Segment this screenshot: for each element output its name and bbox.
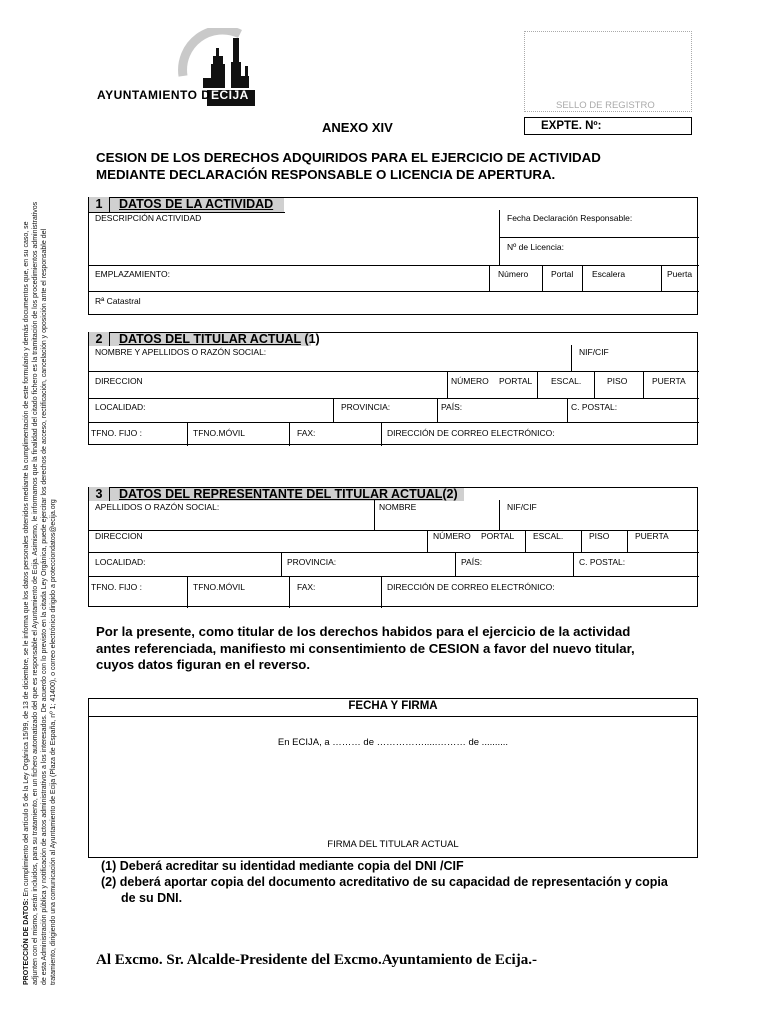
holder-fax-field[interactable]: FAX:	[297, 428, 316, 438]
door-field[interactable]: Puerta	[667, 269, 693, 279]
rep-province-field[interactable]: PROVINCIA:	[287, 557, 337, 567]
section-representative	[88, 487, 698, 607]
section-title-text: DATOS DEL REPRESENTANTE DEL TITULAR ACTUAL	[119, 487, 443, 501]
holder-staircase-field[interactable]: ESCAL.	[551, 376, 582, 386]
rep-city-field[interactable]: LOCALIDAD:	[95, 557, 146, 567]
holder-email-field[interactable]: DIRECCIÓN DE CORREO ELECTRÓNICO:	[387, 428, 555, 438]
section-current-holder	[88, 332, 698, 445]
main-title-line1: CESION DE LOS DERECHOS ADQUIRIDOS PARA EL EJERCICIO DE ACTIVIDAD	[96, 150, 601, 165]
section-title: DATOS DE LA ACTIVIDAD	[119, 197, 274, 211]
footnotes	[101, 858, 668, 906]
section-note: (1)	[300, 332, 320, 346]
rep-nif-field[interactable]: NIF/CIF	[507, 502, 537, 512]
rep-portal-field[interactable]: PORTAL	[481, 531, 515, 541]
data-protection-text: En cumplimiento del artículo 5 de la Ley Orgánica 15/99, de 13 de diciembre, se le informa que los datos personales obtenidos mediante la cumplimentación de este formulario y demás documentos que, en su caso, se adjunten con el mismo, serán incluidos, para su tratamiento, en un fichero automatizado del que es responsable el Ayuntamiento de Ecija. Asimismo, le informamos que la finalidad del citado fichero es la tramitación de los procedimientos administrativos de esta Administración pública y notificación de actos administrativos a los interesados. De acuerdo con lo previsto en la citada Ley Orgánica, puede ejercitar los derechos de acceso, rectificación, cancelación y oposición ante el responsable del tratamiento, dirigiendo una comunicación al Ayuntamiento de Ecija (Plaza de España, nº 1; 41400), o correo electrónico dirigido a protecciondatos@ecija.org	[23, 201, 57, 985]
holder-province-field[interactable]: PROVINCIA:	[341, 402, 391, 412]
section-number: 2	[89, 332, 110, 346]
holder-postcode-field[interactable]: C. POSTAL:	[571, 402, 618, 412]
signature-title: FECHA Y FIRMA	[348, 700, 438, 712]
holder-city-field[interactable]: LOCALIDAD:	[95, 402, 146, 412]
holder-country-field[interactable]: PAÍS:	[441, 402, 463, 412]
annex-title: ANEXO XIV	[322, 120, 393, 135]
activity-description-field[interactable]: DESCRIPCIÓN ACTIVIDAD	[95, 213, 202, 223]
consent-line: Por la presente, como titular de los derechos habidos para el ejercicio de la actividad	[96, 624, 631, 639]
city-logo	[95, 28, 255, 106]
main-title	[96, 149, 601, 183]
holder-mobile-field[interactable]: TFNO.MÓVIL	[193, 428, 245, 438]
rep-fax-field[interactable]: FAX:	[297, 582, 316, 592]
holder-number-field[interactable]: NÚMERO	[451, 376, 489, 386]
rep-postcode-field[interactable]: C. POSTAL:	[579, 557, 626, 567]
rep-phone-field[interactable]: TFNO. FIJO :	[91, 582, 142, 592]
holder-floor-field[interactable]: PISO	[607, 376, 628, 386]
place-date-line[interactable]: En ECIJA, a ……… de …………….....……… de ..........	[277, 737, 509, 748]
section-activity	[88, 197, 698, 315]
holder-name-field[interactable]: NOMBRE Y APELLIDOS O RAZÓN SOCIAL:	[95, 347, 267, 357]
rep-door-field[interactable]: PUERTA	[635, 531, 669, 541]
expte-field[interactable]	[524, 117, 692, 135]
holder-phone-field[interactable]: TFNO. FIJO :	[91, 428, 142, 438]
logo-city: ECIJA	[211, 88, 249, 102]
rep-surname-field[interactable]: APELLIDOS O RAZÓN SOCIAL:	[95, 502, 220, 512]
logo-text: AYUNTAMIENTO DE	[97, 88, 219, 102]
portal-field[interactable]: Portal	[551, 269, 574, 279]
rep-floor-field[interactable]: PISO	[589, 531, 610, 541]
holder-portal-field[interactable]: PORTAL	[499, 376, 533, 386]
section-title-text: DATOS DEL TITULAR ACTUAL	[119, 332, 301, 346]
signature-box[interactable]	[88, 698, 698, 858]
staircase-field[interactable]: Escalera	[592, 269, 626, 279]
holder-nif-field[interactable]: NIF/CIF	[579, 347, 609, 357]
holder-door-field[interactable]: PUERTA	[652, 376, 686, 386]
footnote-2-cont: de su DNI.	[121, 891, 183, 905]
addressee: Al Excmo. Sr. Alcalde-Presidente del Excmo.Ayuntamiento de Ecija.-	[96, 952, 537, 968]
section-title	[119, 487, 458, 501]
expte-label: EXPTE. Nº:	[541, 120, 602, 132]
section-number: 3	[89, 487, 110, 501]
footnote-1: (1) Deberá acreditar su identidad mediante copia del DNI /CIF	[101, 859, 464, 873]
signature-caption: FIRMA DEL TITULAR ACTUAL	[327, 839, 459, 850]
consent-line: cuyos datos figuran en el reverso.	[96, 657, 311, 672]
section-title	[119, 332, 320, 346]
number-field[interactable]: Número	[498, 269, 529, 279]
rep-mobile-field[interactable]: TFNO.MÓVIL	[193, 582, 245, 592]
footnote-2: (2) deberá aportar copia del documento acreditativo de su capacidad de representación y copia	[101, 875, 668, 889]
rep-staircase-field[interactable]: ESCAL.	[533, 531, 564, 541]
location-field[interactable]: EMPLAZAMIENTO:	[95, 269, 170, 279]
section-number: 1	[89, 197, 110, 212]
holder-address-field[interactable]: DIRECCION	[95, 376, 143, 386]
rep-address-field[interactable]: DIRECCION	[95, 531, 143, 541]
stamp-label: SELLO DE REGISTRO	[556, 100, 655, 111]
cadastral-ref-field[interactable]: Rª Catastral	[95, 296, 141, 306]
consent-statement	[96, 624, 635, 674]
rep-email-field[interactable]: DIRECCIÓN DE CORREO ELECTRÓNICO:	[387, 582, 555, 592]
rep-country-field[interactable]: PAÍS:	[461, 557, 483, 567]
consent-line: antes referenciada, manifiesto mi consentimiento de CESION a favor del nuevo titular,	[96, 640, 635, 656]
section-note: (2)	[442, 487, 458, 501]
declaration-date-field[interactable]: Fecha Declaración Responsable:	[507, 213, 633, 223]
rep-name-field[interactable]: NOMBRE	[379, 502, 417, 512]
data-protection-notice	[22, 195, 58, 985]
rep-number-field[interactable]: NÚMERO	[433, 531, 471, 541]
license-number-field[interactable]: Nº de Licencia:	[507, 242, 564, 252]
main-title-line2: MEDIANTE DECLARACIÓN RESPONSABLE O LICENCIA DE APERTURA.	[96, 167, 556, 182]
data-protection-title: PROTECCIÓN DE DATOS:	[23, 898, 30, 985]
